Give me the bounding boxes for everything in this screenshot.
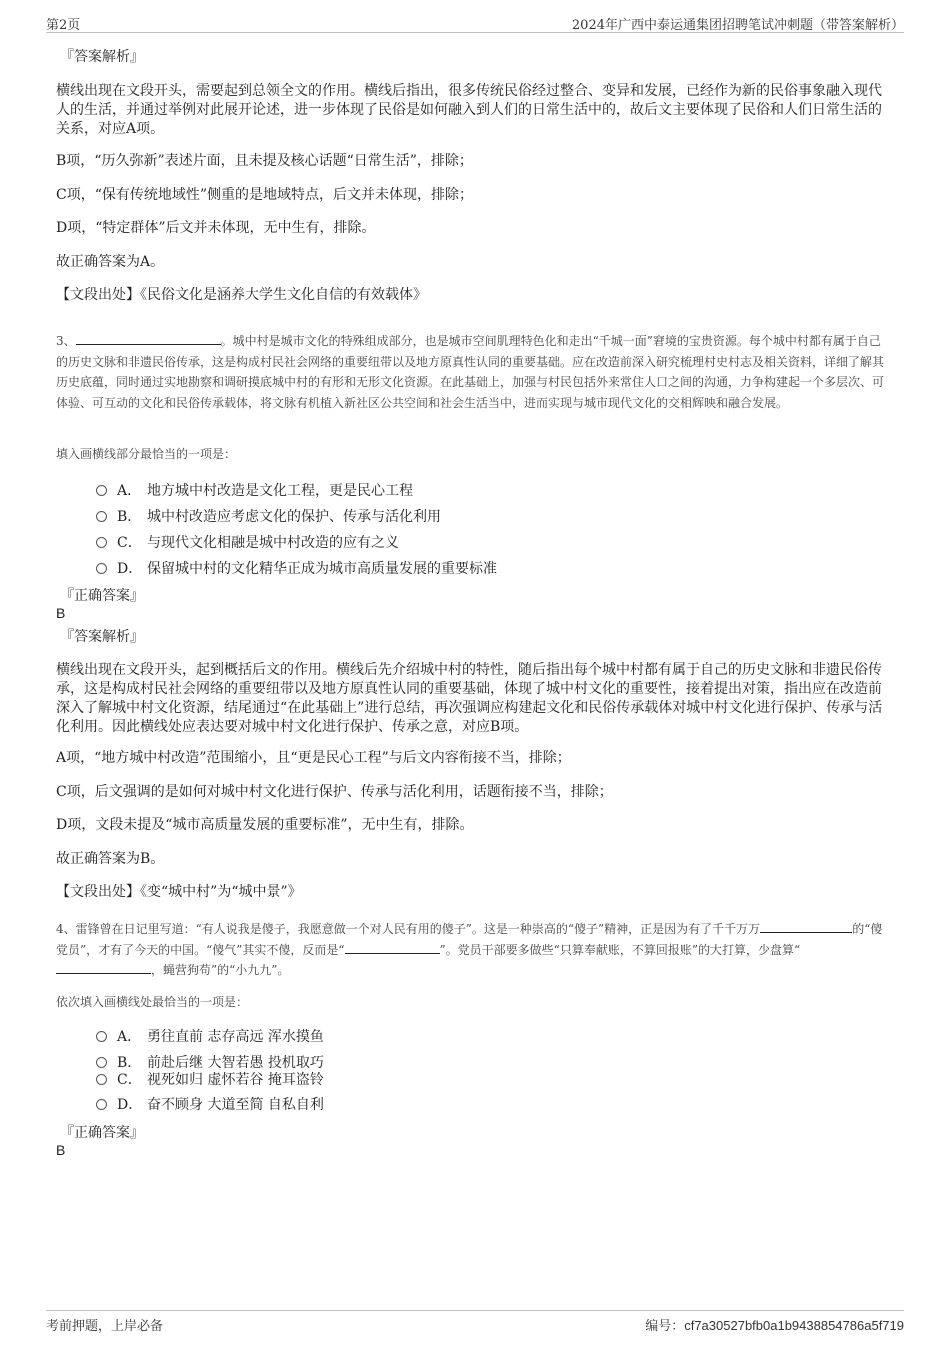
correct-answer: B bbox=[56, 1142, 66, 1158]
fill-blank bbox=[76, 332, 221, 345]
source-citation: 【文段出处】《变“城中村”为“城中景”》 bbox=[56, 884, 302, 900]
option-d[interactable]: D． 保留城中村的文化精华正成为城市高质量发展的重要标准 bbox=[96, 560, 497, 578]
question-prompt: 依次填入画横线处最恰当的一项是： bbox=[56, 995, 249, 1009]
correct-answer: B bbox=[56, 605, 66, 621]
page-number: 第2页 bbox=[46, 18, 81, 33]
analysis-paragraph: 横线出现在文段开头，需要起到总领全文的作用。横线后指出，很多传统民俗经过整合、变异和发展，已经作为新的民俗事象融入现代人的生活，并通过举例对此展开论述，进一步体现了民俗是如何融入到人们的日常生活中的，故后文主要体现了民俗和人们日常生活的关系，对应A项。 bbox=[56, 83, 882, 137]
analysis-option-c: C项，“保有传统地域性”侧重的是地域特点，后文并未体现，排除； bbox=[56, 187, 474, 203]
radio-button[interactable] bbox=[96, 1057, 107, 1068]
radio-button[interactable] bbox=[96, 1074, 107, 1085]
fill-blank-3 bbox=[56, 961, 151, 974]
page-header bbox=[46, 12, 904, 33]
question-4-stem: 4、雷锋曾在日记里写道：“有人说我是傻子，我愿意做一个对人民有用的傻子”。这是一种崇高的“傻子”精神，正是因为有了千千万万 的“傻党员”，才有了今天的中国。“傻气”其实不傻，反而是“ ”。党员干部要多做些“只算奉献账，不算回报账”的大打算，少盘算“，蝇营狗苟”的“小九九”。 bbox=[56, 922, 883, 978]
radio-button[interactable] bbox=[96, 563, 107, 574]
analysis-option-a: A项，“地方城中村改造”范围缩小，且“更是民心工程”与后文内容衔接不当，排除； bbox=[56, 750, 571, 766]
analysis-option-b: B项，“历久弥新”表述片面，且未提及核心话题“日常生活”，排除； bbox=[56, 153, 473, 169]
option-c[interactable]: C． 与现代文化相融是城中村改造的应有之义 bbox=[96, 534, 399, 552]
option-c[interactable]: C． 视死如归 虚怀若谷 掩耳盗铃 bbox=[96, 1071, 324, 1089]
document-title: 2024年广西中泰运通集团招聘笔试冲刺题（带答案解析） bbox=[571, 18, 904, 33]
fill-blank-2 bbox=[345, 941, 440, 954]
question-number: 3、 bbox=[56, 334, 76, 348]
correct-answer-heading: 『正确答案』 bbox=[60, 588, 144, 604]
option-a[interactable]: A． 地方城中村改造是文化工程，更是民心工程 bbox=[96, 482, 413, 500]
analysis-option-d: D项，文段未提及“城市高质量发展的重要标准”，无中生有，排除。 bbox=[56, 817, 474, 833]
question-3-stem bbox=[56, 331, 892, 413]
page-footer bbox=[46, 1310, 904, 1333]
question-prompt: 填入画横线部分最恰当的一项是： bbox=[56, 447, 237, 461]
radio-button[interactable] bbox=[96, 537, 107, 548]
radio-button[interactable] bbox=[96, 511, 107, 522]
question-text: 。城中村是城市文化的特殊组成部分，也是城市空间肌理特色化和走出“千城一面”窘境的宝贵资源。每个城中村都有属于自己的历史文脉和非遗民俗传承，这是构成村民社会网络的重要纽带以及地方原真性认同的重要基础。应在改造前深入研究梳理村史村志及相关资料，详细了解其历史底蕴，同时通过实地勘察和调研摸底城中村的有形和无形文化资源。在此基础上，加强与村民包括外来常住人口之间的沟通，力争构建起一个多层次、可体验、可互动的文化和民俗传承载体，将文脉有机植入新社区公共空间和社会生活当中，进而实现与城市现代文化的交相辉映和融合发展。 bbox=[56, 334, 885, 410]
correct-answer-heading: 『正确答案』 bbox=[60, 1125, 144, 1141]
option-b[interactable]: B． 前赴后继 大智若愚 投机取巧 bbox=[96, 1054, 324, 1072]
radio-button[interactable] bbox=[96, 485, 107, 496]
radio-button[interactable] bbox=[96, 1099, 107, 1110]
radio-button[interactable] bbox=[96, 1031, 107, 1042]
analysis-heading: 『答案解析』 bbox=[60, 629, 144, 645]
question-number: 4、 bbox=[56, 922, 76, 936]
analysis-paragraph: 横线出现在文段开头，起到概括后文的作用。横线后先介绍城中村的特性，随后指出每个城中村都有属于自己的历史文脉和非遗民俗传承，这是构成村民社会网络的重要纽带以及地方原真性认同的重要基础，体现了城中村文化的重要性，接着提出对策，指出应在改造前深入了解城中村文化资源，结尾通过“在此基础上”进行总结，再次强调应构建起文化和民俗传承载体对城中村文化进行保护、传承与活化利用。因此横线处应表达要对城中村文化进行保护、传承之意，对应B项。 bbox=[56, 662, 883, 735]
footer-slogan: 考前押题，上岸必备 bbox=[46, 1319, 164, 1334]
document-code: 编号：cf7a30527bfb0a1b9438854786a5f719 bbox=[645, 1318, 904, 1333]
analysis-option-c: C项，后文强调的是如何对城中村文化进行保护、传承与活化利用，话题衔接不当，排除； bbox=[56, 784, 613, 800]
analysis-heading: 『答案解析』 bbox=[60, 49, 144, 65]
fill-blank-1 bbox=[760, 920, 852, 933]
source-citation: 【文段出处】《民俗文化是涵养大学生文化自信的有效载体》 bbox=[56, 287, 427, 303]
answer-conclusion: 故正确答案为A。 bbox=[56, 254, 165, 270]
analysis-option-d: D项，“特定群体”后文并未体现，无中生有，排除。 bbox=[56, 220, 376, 236]
option-d[interactable]: D． 奋不顾身 大道至简 自私自利 bbox=[96, 1096, 324, 1114]
option-a[interactable]: A． 勇往直前 志存高远 浑水摸鱼 bbox=[96, 1028, 324, 1046]
option-b[interactable]: B． 城中村改造应考虑文化的保护、传承与活化利用 bbox=[96, 508, 441, 526]
answer-conclusion: 故正确答案为B。 bbox=[56, 851, 165, 867]
